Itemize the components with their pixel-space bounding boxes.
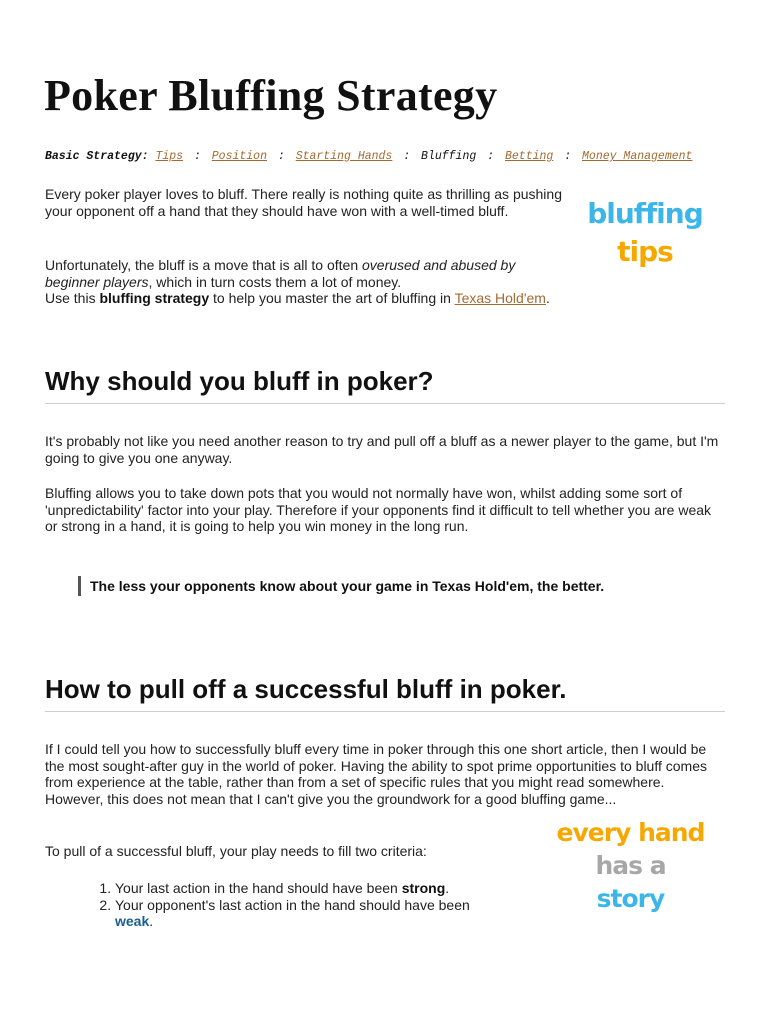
list-text: Your opponent's last action in the hand should have been (115, 896, 470, 913)
graphic-line: has a (595, 851, 666, 880)
breadcrumb-link-betting[interactable]: Betting (504, 150, 554, 163)
section2-paragraph-2: To pull of a successful bluff, your play needs to fill two criteria: (45, 843, 427, 859)
breadcrumb-link-money-management[interactable]: Money Management (582, 150, 693, 163)
breadcrumb (45, 150, 692, 163)
section-heading-how-to-bluff: How to pull off a successful bluff in poker. (45, 674, 725, 712)
list-text: . (149, 913, 154, 929)
texas-holdem-link[interactable]: Texas Hold'em (454, 290, 546, 306)
breadcrumb-separator: : (403, 150, 411, 163)
intro-paragraph-3 (45, 290, 705, 307)
graphic-line: tips (617, 235, 673, 268)
breadcrumb-separator: : (564, 150, 572, 163)
graphic-line: every hand (556, 818, 705, 847)
intro-text: , which in turn costs them a lot of money. (148, 273, 402, 290)
intro-text: Unfortunately, the bluff is a move that is all to often (45, 257, 362, 273)
list-text: . (445, 880, 450, 896)
section1-paragraph-2: Bluffing allows you to take down pots that you would not normally have won, whilst adding some sort of 'unpredictability' factor into your play. Therefore if your opponents find it difficult to tell whether you are weak or strong in a hand, it is going to help you win money in the long run. (45, 485, 712, 534)
every-hand-story-graphic (548, 816, 713, 915)
breadcrumb-link-position[interactable]: Position (211, 150, 267, 163)
intro-emphasis: overused and abused by beginner players (45, 257, 516, 290)
section-heading-why-bluff: Why should you bluff in poker? (45, 366, 725, 404)
criteria-list (92, 880, 502, 930)
breadcrumb-link-starting-hands[interactable]: Starting Hands (295, 150, 393, 163)
list-strong: strong (401, 880, 446, 896)
list-weak: weak (115, 913, 150, 929)
list-item (115, 880, 502, 897)
intro-text: to help you master the art of bluffing in (209, 290, 455, 306)
breadcrumb-separator: : (193, 150, 201, 163)
intro-strong: bluffing strategy (99, 290, 210, 306)
breadcrumb-label: Basic Strategy: (45, 150, 149, 163)
bluffing-tips-graphic (580, 195, 710, 271)
intro-paragraph-2 (45, 257, 535, 290)
intro-paragraph: Every poker player loves to bluff. There really is nothing quite as thrilling as pushing your opponent off a hand that they should have won with a well-timed bluff. (45, 186, 562, 219)
section1-paragraph: It's probably not like you need another reason to try and pull off a bluff as a newer player to the game, but I'm going to give you one anyway. (45, 433, 719, 466)
breadcrumb-current-bluffing: Bluffing (421, 150, 477, 163)
breadcrumb-separator: : (277, 150, 285, 163)
breadcrumb-link-tips[interactable]: Tips (155, 150, 184, 163)
list-text: Your last action in the hand should have been (115, 880, 402, 896)
breadcrumb-separator: : (487, 150, 495, 163)
blockquote: The less your opponents know about your game in Texas Hold'em, the better. (78, 576, 718, 596)
intro-text: Use this (45, 290, 100, 306)
page-title: Poker Bluffing Strategy (44, 71, 498, 120)
graphic-line: story (596, 884, 665, 913)
list-item (115, 897, 502, 930)
intro-text: . (545, 290, 550, 306)
graphic-line: bluffing (587, 197, 703, 230)
section2-paragraph: If I could tell you how to successfully bluff every time in poker through this one short article, then I would be the most sought-after guy in the world of poker. Having the ability to spot prime opportunities to bluff comes from experience at the table, rather than from a set of specific rules that you might read somewhere. However, this does not mean that I can't give you the groundwork for a good bluffing game... (45, 741, 707, 807)
